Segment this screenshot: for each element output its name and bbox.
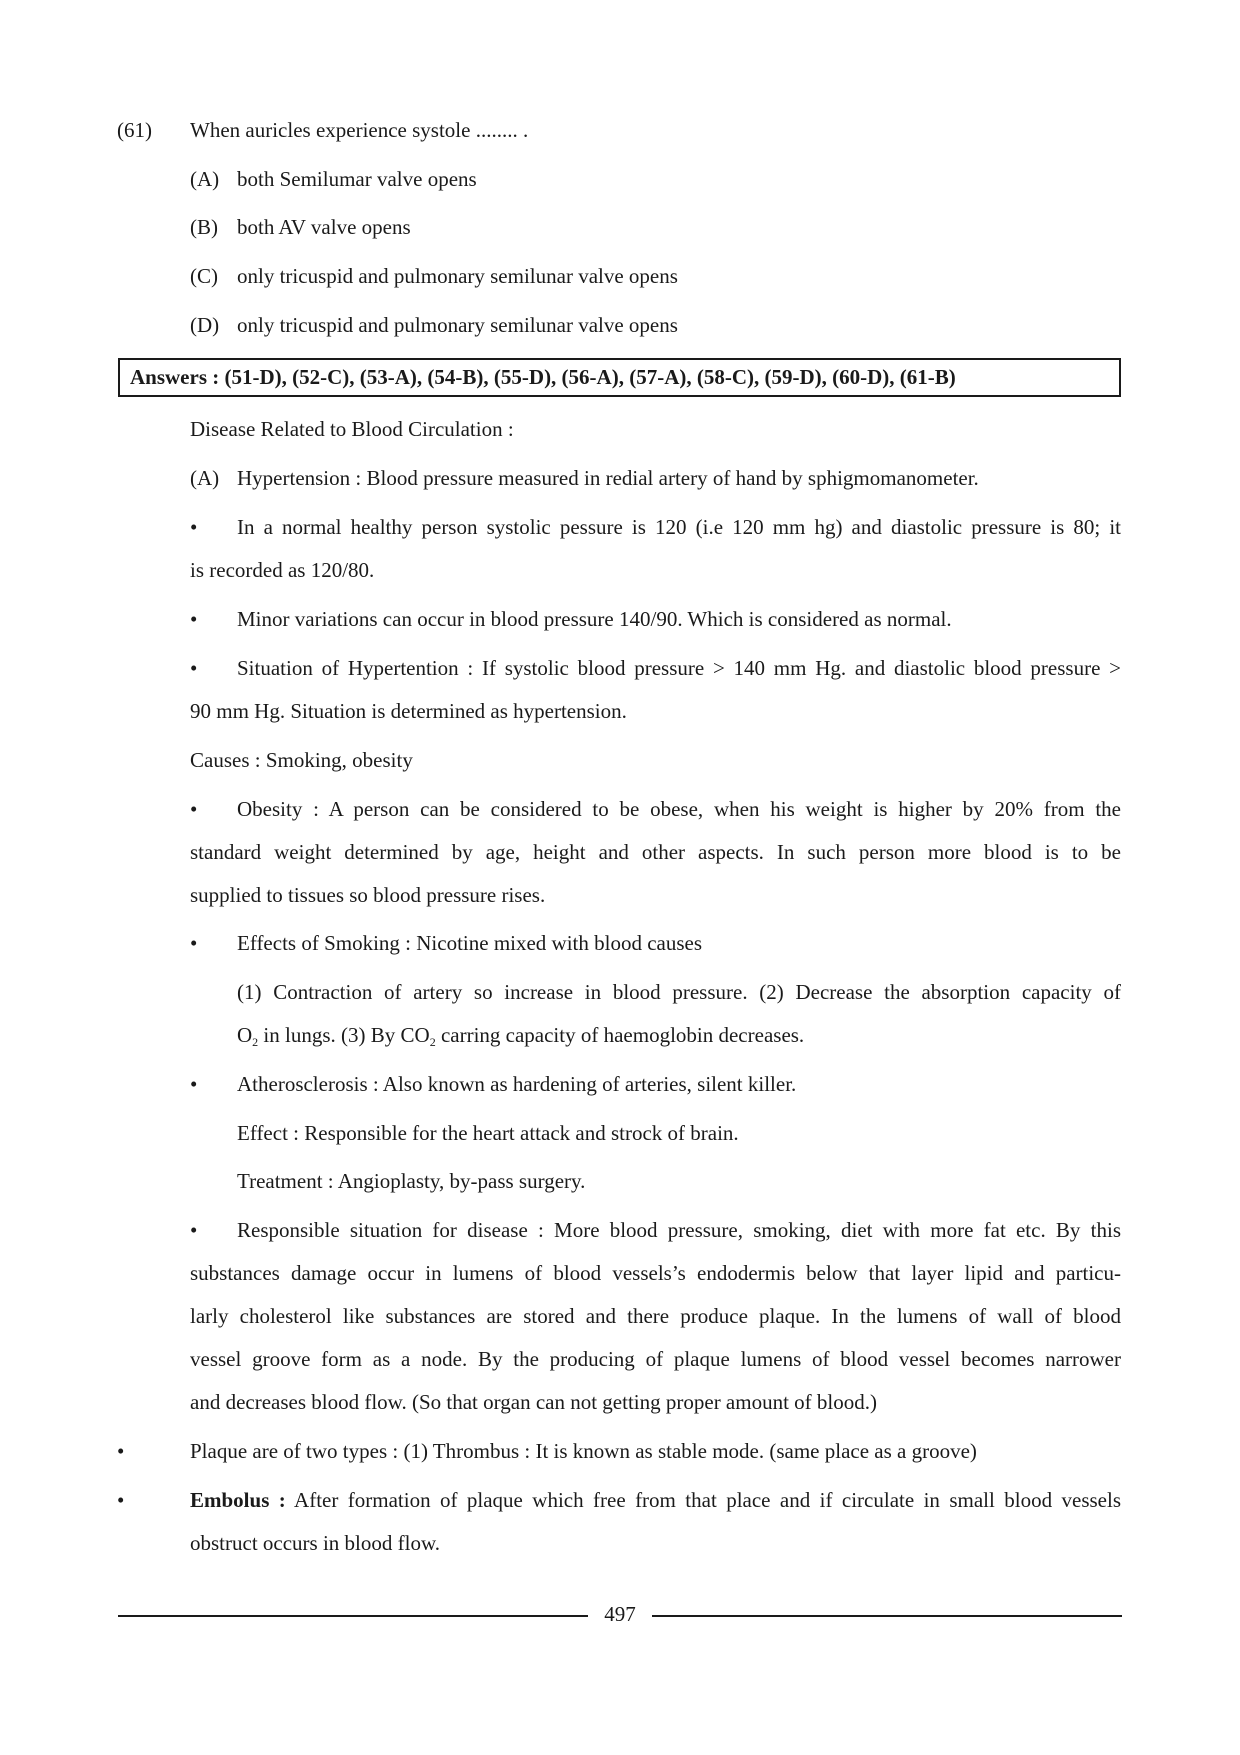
bullet: • [190, 656, 198, 680]
situation-line2: 90 mm Hg. Situation is determined as hypertension. [190, 699, 627, 723]
plaque-text: Plaque are of two types : (1) Thrombus : It is known as stable mode. (same place as a groove) [190, 1439, 977, 1463]
section-heading: Disease Related to Blood Circulation : [190, 417, 514, 441]
smoking-text: Effects of Smoking : Nicotine mixed with blood causes [237, 931, 703, 955]
bullet: • [117, 1488, 125, 1512]
bullet: • [190, 1218, 198, 1242]
minor-variation-text: Minor variations can occur in blood pressure 140/90. Which is considered as normal. [237, 607, 952, 631]
atherosclerosis-treatment: Treatment : Angioplasty, by-pass surgery. [237, 1169, 586, 1193]
option-label: (A) [190, 167, 220, 191]
normal-bp-line1: In a normal healthy person systolic pessure is 120 (i.e 120 mm hg) and diastolic pressure is 80; it [237, 515, 1121, 539]
option-label: (C) [190, 264, 218, 288]
page-number: 497 [604, 1602, 636, 1626]
smoking-effects-part: O [237, 1023, 253, 1047]
hypertension-text: Hypertension : Blood pressure measured in redial artery of hand by sphigmomanometer. [237, 466, 979, 490]
smoking-effects-part: in lungs. (3) By CO [258, 1023, 430, 1047]
responsible-line1: Responsible situation for disease : More blood pressure, smoking, diet with more fat etc. By this [237, 1218, 1121, 1242]
answers-text: Answers : (51-D), (52-C), (53-A), (54-B), (55-D), (56-A), (57-A), (58-C), (59-D), (60-D), (61-B) [130, 365, 956, 389]
embolus-label: Embolus : [190, 1488, 286, 1512]
bullet: • [190, 1072, 198, 1096]
embolus-line2: obstruct occurs in blood flow. [190, 1531, 441, 1555]
question-number: (61) [117, 118, 152, 142]
embolus-line1 [190, 1487, 1121, 1513]
responsible-line3: larly cholesterol like substances are stored and there produce plaque. In the lumens of wall of blood [190, 1304, 1121, 1328]
option-label: (D) [190, 313, 220, 337]
bullet: • [117, 1439, 125, 1463]
obesity-line3: supplied to tissues so blood pressure rises. [190, 883, 546, 907]
responsible-line2: substances damage occur in lumens of blood vessels’s endodermis below that layer lipid and particu- [190, 1261, 1121, 1285]
bullet: • [190, 607, 198, 631]
obesity-line1: Obesity : A person can be considered to be obese, when his weight is higher by 20% from the [237, 797, 1121, 821]
option-text: both Semilumar valve opens [237, 167, 477, 191]
normal-bp-line2: is recorded as 120/80. [190, 558, 375, 582]
question-text: When auricles experience systole ........ . [190, 118, 529, 142]
bullet: • [190, 797, 198, 821]
footer-rule-left [118, 1615, 588, 1617]
subscript: 2 [252, 1035, 259, 1049]
responsible-line5: and decreases blood flow. (So that organ can not getting proper amount of blood.) [190, 1390, 877, 1414]
smoking-effects-line2 [237, 1022, 804, 1048]
bullet: • [190, 931, 198, 955]
obesity-line2: standard weight determined by age, height and other aspects. In such person more blood is to be [190, 840, 1121, 864]
bullet: • [190, 515, 198, 539]
hypertension-label: (A) [190, 466, 220, 490]
footer-rule-right [652, 1615, 1122, 1617]
embolus-text: After formation of plaque which free from that place and if circulate in small blood vessels [285, 1488, 1121, 1512]
option-text: both AV valve opens [237, 215, 411, 239]
atherosclerosis-effect: Effect : Responsible for the heart attack and strock of brain. [237, 1121, 739, 1145]
situation-line1: Situation of Hypertention : If systolic blood pressure > 140 mm Hg. and diastolic blood pressure > [237, 656, 1121, 680]
smoking-effects-part: carring capacity of haemoglobin decreases. [435, 1023, 805, 1047]
smoking-effects-line1: (1) Contraction of artery so increase in blood pressure. (2) Decrease the absorption capacity of [237, 980, 1121, 1004]
atherosclerosis-text: Atherosclerosis : Also known as hardening of arteries, silent killer. [237, 1072, 797, 1096]
causes-text: Causes : Smoking, obesity [190, 748, 413, 772]
option-text: only tricuspid and pulmonary semilunar valve opens [237, 313, 678, 337]
option-text: only tricuspid and pulmonary semilunar valve opens [237, 264, 678, 288]
subscript: 2 [429, 1035, 436, 1049]
responsible-line4: vessel groove form as a node. By the producing of plaque lumens of blood vessel becomes narrower [190, 1347, 1121, 1371]
option-label: (B) [190, 215, 218, 239]
